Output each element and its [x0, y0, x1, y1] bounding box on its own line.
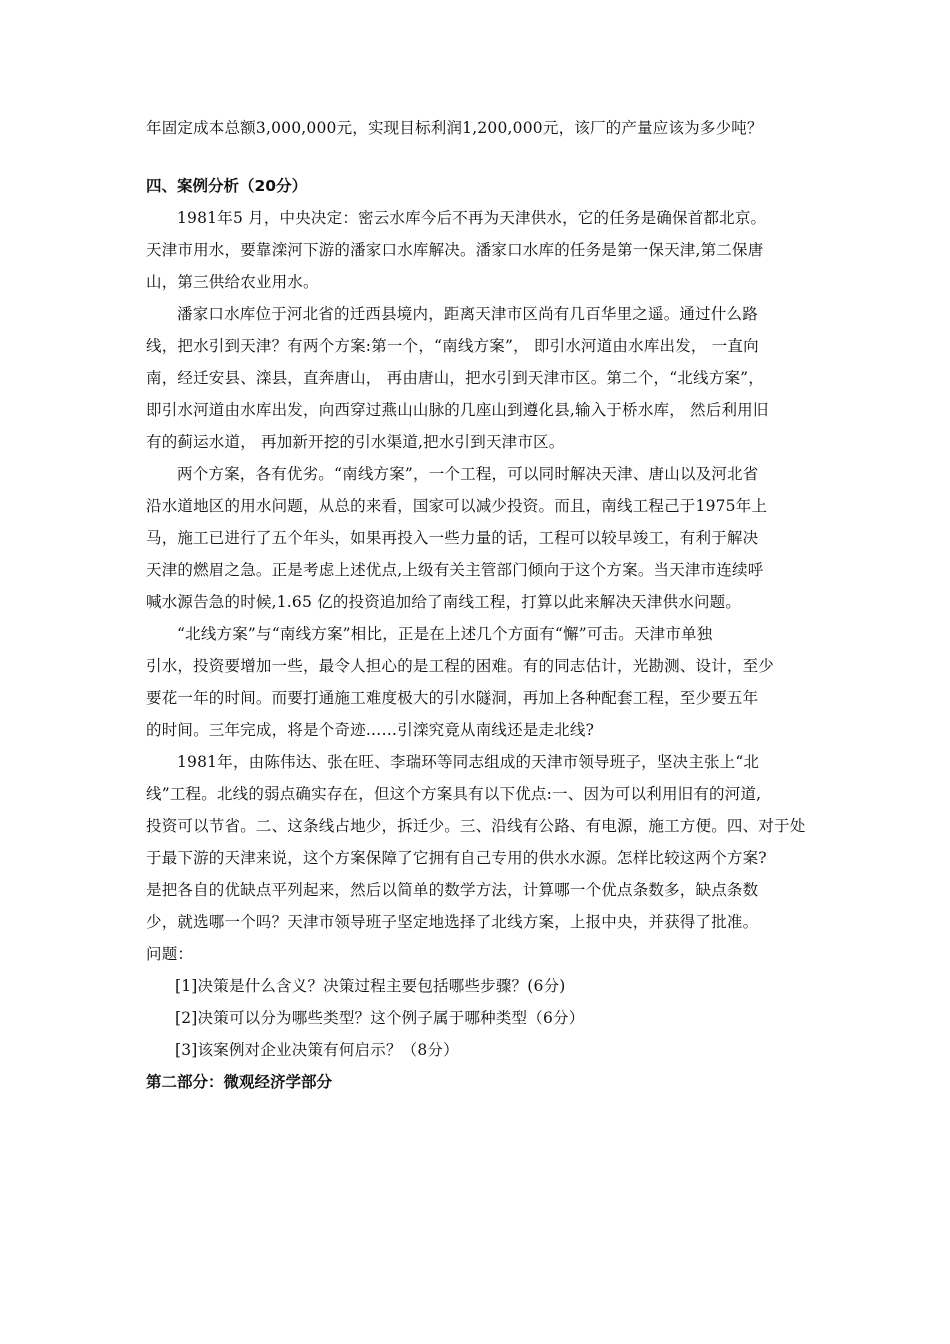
paragraph-line: 即引水河道由水库出发，向西穿过燕山山脉的几座山到遵化县,输入于桥水库， 然后利用旧 — [146, 401, 769, 419]
paragraph-line: 少，就选哪一个吗？天津市领导班子坚定地选择了北线方案，上报中央，并获得了批准。 — [146, 913, 759, 931]
paragraph-line: 的时间。三年完成，将是个奇迹……引滦究竟从南线还是走北线? — [146, 721, 595, 739]
questions-label: 问题： — [146, 945, 194, 963]
paragraph-line: 线，把水引到天津？有两个方案:第一个，“南线方案”， 即引水河道由水库出发， 一直向 — [146, 337, 759, 355]
paragraph-line: 潘家口水库位于河北省的迁西县境内，距离天津市区尚有几百华里之遥。通过什么路 — [177, 305, 758, 323]
paragraph-line: 是把各自的优缺点平列起来，然后以简单的数学方法，计算哪一个优点条数多，缺点条数 — [146, 881, 759, 899]
section-4-heading: 四、案例分析（20分） — [146, 177, 308, 195]
paragraph-line: 两个方案，各有优劣。“南线方案”，一个工程，可以同时解决天津、唐山以及河北省 — [177, 465, 759, 483]
paragraph-line: 于最下游的天津来说，这个方案保障了它拥有自己专用的供水水源。怎样比较这两个方案? — [146, 849, 767, 867]
paragraph-5 — [146, 746, 810, 938]
question-item: [2]决策可以分为哪些类型？这个例子属于哪种类型（6分） — [175, 1009, 585, 1027]
paragraph-2 — [146, 298, 810, 458]
paragraph-line: “北线方案”与“南线方案”相比，正是在上述几个方面有“懈”可击。天津市单独 — [177, 625, 713, 643]
paragraph-line: 引水，投资要增加一些，最令人担心的是工程的困难。有的同志估计，光勘测、设计，至少 — [146, 657, 775, 675]
paragraph-4 — [146, 618, 810, 746]
paragraph-line: 山，第三供给农业用水。 — [146, 273, 319, 291]
paragraph-line: 1981年5 月，中央决定：密云水库今后不再为天津供水，它的任务是确保首都北京。 — [177, 209, 767, 227]
paragraph-line: 线”工程。北线的弱点确实存在，但这个方案具有以下优点:一、因为可以利用旧有的河道, — [146, 785, 762, 803]
intro-line: 年固定成本总额3,000,000元，实现目标利润1,200,000元，该厂的产量应该为多少吨？ — [146, 119, 763, 137]
paragraph-line: 南，经迁安县、滦县，直奔唐山， 再由唐山，把水引到天津市区。第二个，“北线方案”， — [146, 369, 764, 387]
paragraph-line: 1981年，由陈伟达、张在旺、李瑞环等同志组成的天津市领导班子，坚决主张上“北 — [177, 753, 760, 771]
paragraph-line: 马，施工已进行了五个年头，如果再投入一些力量的话，工程可以较早竣工，有利于解决 — [146, 529, 759, 547]
document-page — [146, 112, 810, 1098]
paragraph-line: 天津市用水，要靠滦河下游的潘家口水库解决。潘家口水库的任务是第一保天津,第二保唐 — [146, 241, 764, 259]
paragraph-3 — [146, 458, 810, 618]
part-2-heading: 第二部分：微观经济学部分 — [146, 1073, 333, 1091]
question-list — [146, 970, 810, 1066]
paragraph-1 — [146, 202, 810, 298]
paragraph-line: 天津的燃眉之急。正是考虑上述优点,上级有关主管部门倾向于这个方案。当天津市连续呼 — [146, 561, 764, 579]
question-item: [1]决策是什么含义？决策过程主要包括哪些步骤？(6分) — [175, 977, 566, 995]
paragraph-line: 沿水道地区的用水问题，从总的来看，国家可以减少投资。而且，南线工程己于1975年上 — [146, 497, 768, 515]
paragraph-line: 投资可以节省。二、这条线占地少，拆迁少。三、沿线有公路、有电源，施工方便。四、对于处 — [146, 817, 806, 835]
question-item: [3]该案例对企业决策有何启示？（8分） — [175, 1041, 459, 1059]
paragraph-line: 要花一年的时间。而要打通施工难度极大的引水隧洞，再加上各种配套工程，至少要五年 — [146, 689, 759, 707]
paragraph-line: 有的蓟运水道， 再加新开挖的引水渠道,把水引到天津市区。 — [146, 433, 565, 451]
paragraph-line: 喊水源告急的时候,1.65 亿的投资追加给了南线工程，打算以此来解决天津供水问题。 — [146, 593, 742, 611]
